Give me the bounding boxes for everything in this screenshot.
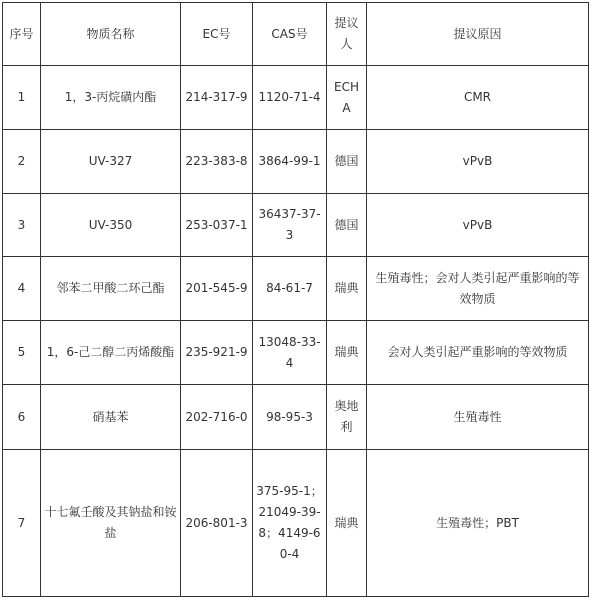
header-cell-ec-number: EC号 (181, 3, 253, 66)
table-row (3, 385, 589, 450)
cell-reason: CMR (367, 66, 589, 130)
cell-proposer: 瑞典 (327, 450, 367, 597)
cell-index: 3 (3, 194, 41, 257)
header-cell-proposer: 提议人 (327, 3, 367, 66)
cell-ec-number: 253-037-1 (181, 194, 253, 257)
cell-substance-name: 邻苯二甲酸二环己酯 (41, 257, 181, 321)
cell-ec-number: 223-383-8 (181, 130, 253, 194)
cell-cas-number: 13048-33-4 (253, 321, 327, 385)
cell-index: 6 (3, 385, 41, 450)
header-cell-cas-number: CAS号 (253, 3, 327, 66)
cell-ec-number: 202-716-0 (181, 385, 253, 450)
cell-substance-name: 1，3-丙烷磺内酯 (41, 66, 181, 130)
cell-cas-number: 84-61-7 (253, 257, 327, 321)
cell-index: 1 (3, 66, 41, 130)
cell-reason: 生殖毒性；会对人类引起严重影响的等效物质 (367, 257, 589, 321)
cell-index: 5 (3, 321, 41, 385)
cell-index: 2 (3, 130, 41, 194)
cell-proposer: ECHA (327, 66, 367, 130)
cell-index: 4 (3, 257, 41, 321)
cell-cas-number: 98-95-3 (253, 385, 327, 450)
cell-cas-number: 36437-37-3 (253, 194, 327, 257)
substance-proposal-table (2, 2, 589, 597)
cell-proposer: 德国 (327, 194, 367, 257)
cell-substance-name: 1，6-己二醇二丙烯酸酯 (41, 321, 181, 385)
cell-reason: 生殖毒性；PBT (367, 450, 589, 597)
cell-reason: vPvB (367, 130, 589, 194)
header-cell-reason: 提议原因 (367, 3, 589, 66)
cell-proposer: 瑞典 (327, 257, 367, 321)
cell-proposer: 德国 (327, 130, 367, 194)
cell-ec-number: 201-545-9 (181, 257, 253, 321)
table-header-row (3, 3, 589, 66)
cell-substance-name: 十七氟壬酸及其钠盐和铵盐 (41, 450, 181, 597)
cell-ec-number: 214-317-9 (181, 66, 253, 130)
table-row (3, 321, 589, 385)
cell-ec-number: 235-921-9 (181, 321, 253, 385)
cell-substance-name: UV-350 (41, 194, 181, 257)
header-cell-substance-name: 物质名称 (41, 3, 181, 66)
cell-substance-name: 硝基苯 (41, 385, 181, 450)
cell-ec-number: 206-801-3 (181, 450, 253, 597)
table-row (3, 257, 589, 321)
cell-proposer: 瑞典 (327, 321, 367, 385)
cell-reason: 生殖毒性 (367, 385, 589, 450)
cell-reason: 会对人类引起严重影响的等效物质 (367, 321, 589, 385)
table-row (3, 66, 589, 130)
cell-index: 7 (3, 450, 41, 597)
cell-cas-number: 375-95-1；21049-39-8；4149-60-4 (253, 450, 327, 597)
cell-reason: vPvB (367, 194, 589, 257)
table-row (3, 194, 589, 257)
table-row (3, 130, 589, 194)
header-cell-index: 序号 (3, 3, 41, 66)
cell-proposer: 奥地利 (327, 385, 367, 450)
table-row (3, 450, 589, 597)
cell-cas-number: 3864-99-1 (253, 130, 327, 194)
cell-cas-number: 1120-71-4 (253, 66, 327, 130)
cell-substance-name: UV-327 (41, 130, 181, 194)
